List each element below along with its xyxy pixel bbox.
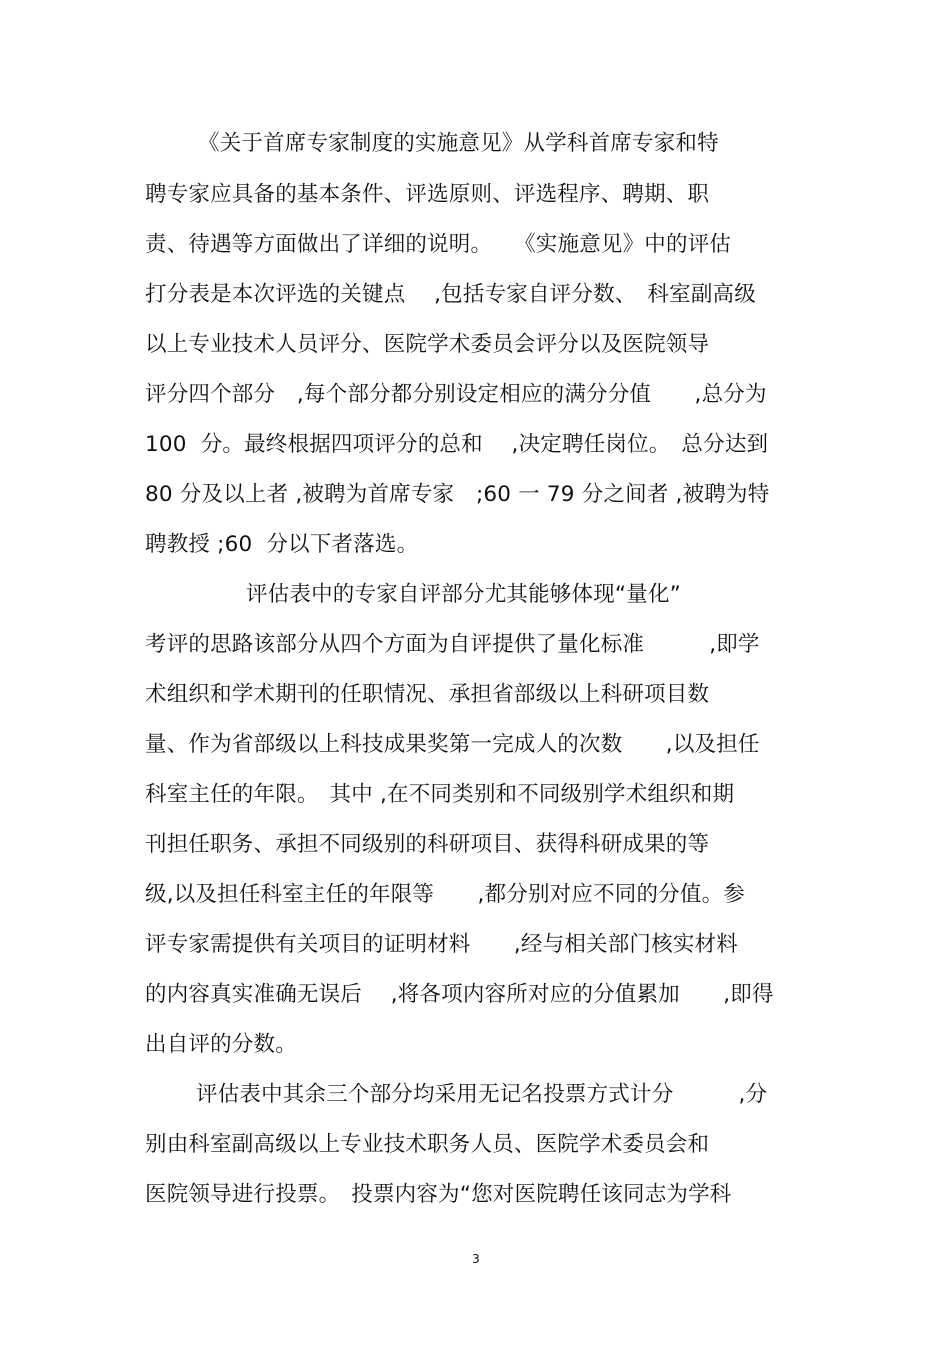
text-line: 刊担任职务、承担不同级别的科研项目、获得科研成果的等 — [145, 832, 710, 857]
text-line: 聘教授 ;60 分以下者落选。 — [145, 532, 419, 557]
text-line: 评分四个部分 ,每个部分都分别设定相应的满分分值 ,总分为 — [145, 382, 767, 407]
text-line: 考评的思路该部分从四个方面为自评提供了量化标准 ,即学 — [145, 632, 760, 657]
text-line: 的内容真实准确无误后 ,将各项内容所对应的分值累加 ,即得 — [145, 982, 774, 1007]
text-line: 打分表是本次评选的关键点 ,包括专家自评分数、 科室副高级 — [145, 282, 756, 307]
text-line: 80 分及以上者 ,被聘为首席专家 ;60 一 79 分之间者 ,被聘为特 — [145, 482, 770, 507]
text-line: 《关于首席专家制度的实施意见》从学科首席专家和特 — [198, 131, 719, 156]
text-line: 科室主任的年限。 其中 ,在不同类别和不同级别学术组织和期 — [145, 782, 735, 807]
text-line: 术组织和学术期刊的任职情况、承担省部级以上科研项目数 — [145, 682, 710, 707]
text-line: 别由科室副高级以上专业技术职务人员、医院学术委员会和 — [145, 1132, 710, 1157]
text-line: 医院领导进行投票。 投票内容为“您对医院聘任该同志为学科 — [145, 1182, 732, 1207]
text-line: 评估表中的专家自评部分尤其能够体现“量化” — [246, 582, 681, 607]
text-line: 责、待遇等方面做出了详细的说明。 《实施意见》中的评估 — [145, 232, 732, 257]
text-line: 出自评的分数。 — [145, 1032, 297, 1057]
text-line: 评专家需提供有关项目的证明材料 ,经与相关部门核实材料 — [145, 932, 738, 957]
text-line: 聘专家应具备的基本条件、评选原则、评选程序、聘期、职 — [145, 182, 710, 207]
text-line: 量、作为省部级以上科技成果奖第一完成人的次数 ,以及担任 — [145, 732, 760, 757]
text-line: 以上专业技术人员评分、医院学术委员会评分以及医院领导 — [145, 332, 710, 357]
text-line: 100 分。最终根据四项评分的总和 ,决定聘任岗位。 总分达到 — [145, 432, 769, 457]
text-line: 评估表中其余三个部分均采用无记名投票方式计分 ,分 — [196, 1082, 768, 1107]
text-line: 级,以及担任科室主任的年限等 ,都分别对应不同的分值。参 — [145, 882, 745, 907]
page-number: 3 — [472, 1252, 480, 1266]
